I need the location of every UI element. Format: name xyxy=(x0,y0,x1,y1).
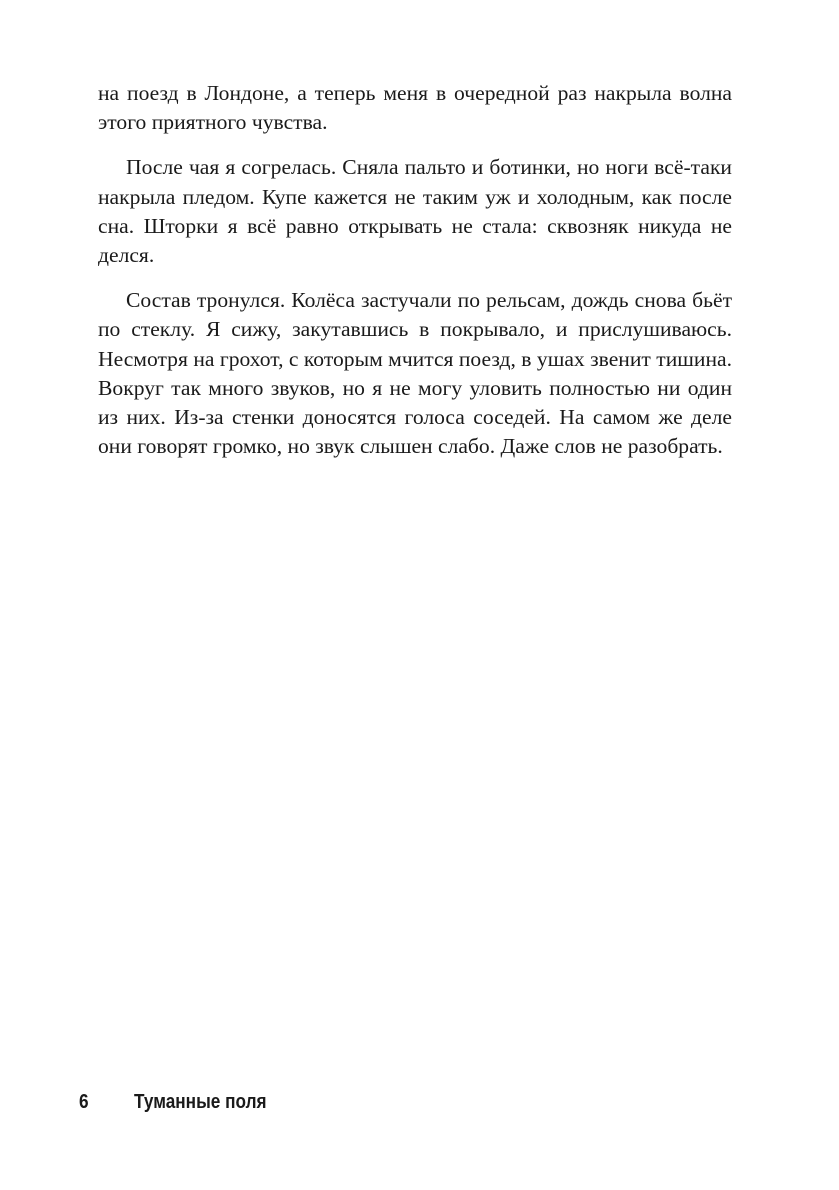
paragraph-train-departs: Состав тронулся. Колёса застучали по рельсам, дождь снова бьёт по стеклу. Я сижу, закутавшись в покрывало, и прислушиваюсь. Несмотря на грохот, с которым мчится поезд, в ушах звенит тишина. Вокруг так много звуков, но я не могу уловить полностью ни один из них. Из-за стенки доносятся голоса соседей. На самом же деле они говорят громко, но звук слышен слабо. Даже слов не разобрать. xyxy=(98,288,732,459)
paragraph-tea: После чая я согрелась. Сняла пальто и ботинки, но ноги всё-таки накрыла пледом. Купе кажется не таким уж и холодным, как после сна. Шторки я всё равно открывать не стала: сквозняк никуда не делся. xyxy=(98,155,732,268)
paragraph-continuation: на поезд в Лондоне, а теперь меня в очередной раз накрыла волна этого приятного чувства. xyxy=(98,81,732,135)
running-title: Туманные поля xyxy=(134,1091,267,1113)
page-footer xyxy=(79,1091,267,1114)
page-number: 6 xyxy=(79,1091,89,1113)
page-body xyxy=(98,79,732,477)
